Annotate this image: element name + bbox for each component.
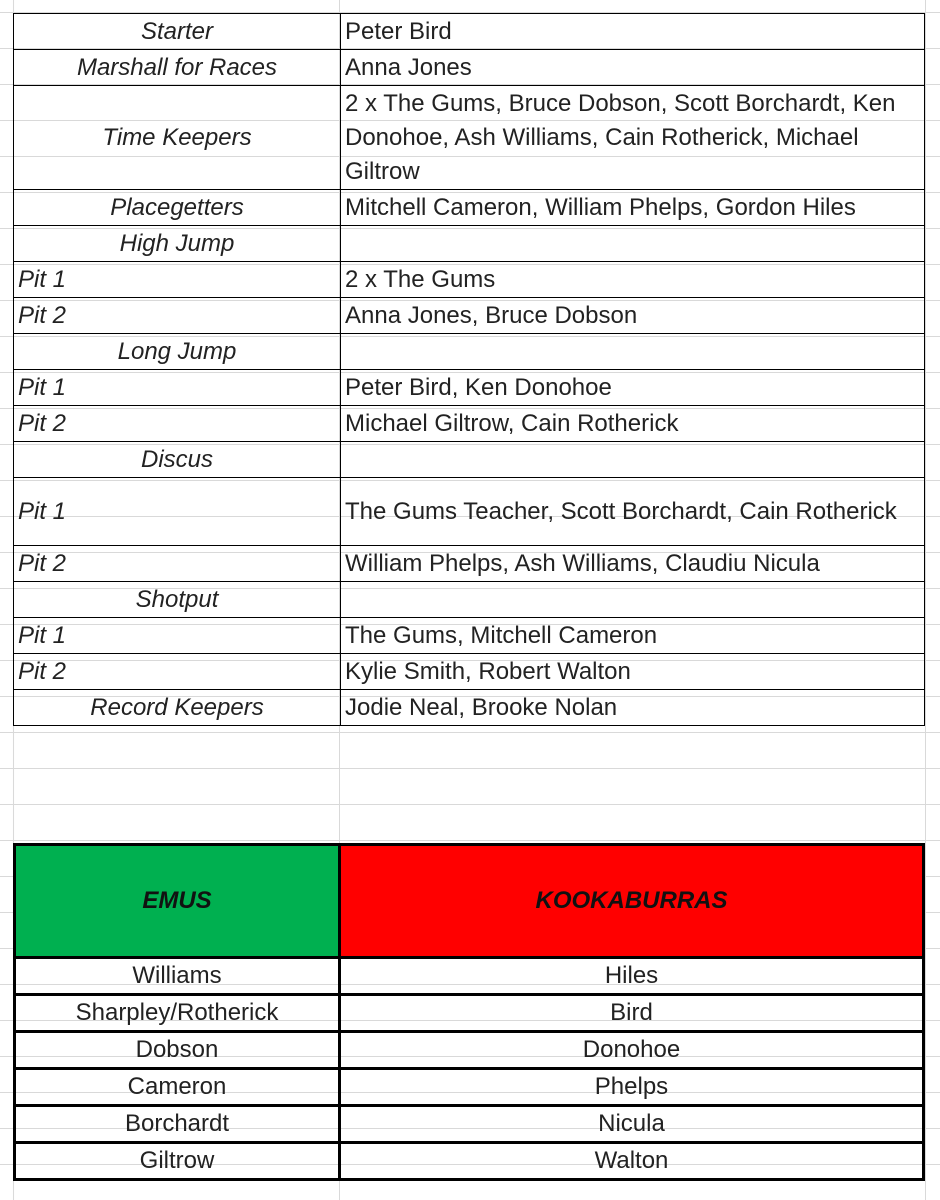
emus-header-cell[interactable]: EMUS bbox=[15, 845, 340, 958]
duty-role-cell[interactable]: Placegetters bbox=[14, 190, 341, 226]
duty-row bbox=[14, 582, 925, 618]
duty-row bbox=[14, 14, 925, 50]
team-row bbox=[15, 1106, 924, 1143]
duty-names-cell[interactable] bbox=[341, 582, 925, 618]
duty-row bbox=[14, 370, 925, 406]
team-row bbox=[15, 995, 924, 1032]
duty-role-cell[interactable]: Pit 1 bbox=[14, 370, 341, 406]
duty-row bbox=[14, 690, 925, 726]
duty-role-cell[interactable]: Long Jump bbox=[14, 334, 341, 370]
duty-role-cell[interactable]: High Jump bbox=[14, 226, 341, 262]
duty-role-cell[interactable]: Pit 2 bbox=[14, 546, 341, 582]
duty-row bbox=[14, 334, 925, 370]
kookaburras-member-cell[interactable]: Donohoe bbox=[340, 1032, 924, 1069]
team-row bbox=[15, 1143, 924, 1180]
duty-names-cell[interactable]: Anna Jones, Bruce Dobson bbox=[341, 298, 925, 334]
kookaburras-member-cell[interactable]: Phelps bbox=[340, 1069, 924, 1106]
duty-names-cell[interactable]: Mitchell Cameron, William Phelps, Gordon Hiles bbox=[341, 190, 925, 226]
team-row bbox=[15, 958, 924, 995]
teams-table-body bbox=[15, 958, 924, 1180]
kookaburras-member-cell[interactable]: Hiles bbox=[340, 958, 924, 995]
emus-member-cell[interactable]: Borchardt bbox=[15, 1106, 340, 1143]
duty-row bbox=[14, 406, 925, 442]
teams-table bbox=[13, 843, 925, 1181]
duty-row bbox=[14, 478, 925, 546]
duty-role-cell[interactable]: Marshall for Races bbox=[14, 50, 341, 86]
duty-names-cell[interactable]: Peter Bird, Ken Donohoe bbox=[341, 370, 925, 406]
duty-role-cell[interactable]: Pit 2 bbox=[14, 654, 341, 690]
duty-names-cell[interactable]: William Phelps, Ash Williams, Claudiu Nicula bbox=[341, 546, 925, 582]
grid-column-line bbox=[925, 0, 926, 1200]
duty-row bbox=[14, 262, 925, 298]
duty-row bbox=[14, 86, 925, 190]
duty-role-cell[interactable]: Time Keepers bbox=[14, 86, 341, 190]
duty-row bbox=[14, 546, 925, 582]
duty-names-cell[interactable]: Anna Jones bbox=[341, 50, 925, 86]
duty-row bbox=[14, 190, 925, 226]
team-row bbox=[15, 1032, 924, 1069]
duty-role-cell[interactable]: Discus bbox=[14, 442, 341, 478]
teams-header-row bbox=[15, 845, 924, 958]
duties-table-body bbox=[14, 14, 925, 726]
duty-names-cell[interactable]: Jodie Neal, Brooke Nolan bbox=[341, 690, 925, 726]
team-row bbox=[15, 1069, 924, 1106]
duty-role-cell[interactable]: Starter bbox=[14, 14, 341, 50]
duty-names-cell[interactable]: Kylie Smith, Robert Walton bbox=[341, 654, 925, 690]
emus-member-cell[interactable]: Dobson bbox=[15, 1032, 340, 1069]
duty-names-cell[interactable]: 2 x The Gums, Bruce Dobson, Scott Borchardt, Ken Donohoe, Ash Williams, Cain Rotherick, Michael Giltrow bbox=[341, 86, 925, 190]
emus-member-cell[interactable]: Giltrow bbox=[15, 1143, 340, 1180]
duty-names-cell[interactable] bbox=[341, 334, 925, 370]
duty-role-cell[interactable]: Pit 2 bbox=[14, 406, 341, 442]
duty-row bbox=[14, 50, 925, 86]
duty-row bbox=[14, 226, 925, 262]
duty-role-cell[interactable]: Pit 1 bbox=[14, 262, 341, 298]
duty-names-cell[interactable] bbox=[341, 226, 925, 262]
emus-member-cell[interactable]: Sharpley/Rotherick bbox=[15, 995, 340, 1032]
duty-role-cell[interactable]: Pit 1 bbox=[14, 478, 341, 546]
kookaburras-member-cell[interactable]: Walton bbox=[340, 1143, 924, 1180]
duty-names-cell[interactable]: The Gums, Mitchell Cameron bbox=[341, 618, 925, 654]
duty-role-cell[interactable]: Shotput bbox=[14, 582, 341, 618]
duty-role-cell[interactable]: Record Keepers bbox=[14, 690, 341, 726]
emus-member-cell[interactable]: Cameron bbox=[15, 1069, 340, 1106]
duty-names-cell[interactable] bbox=[341, 442, 925, 478]
duty-names-cell[interactable]: Michael Giltrow, Cain Rotherick bbox=[341, 406, 925, 442]
duty-role-cell[interactable]: Pit 2 bbox=[14, 298, 341, 334]
duty-role-cell[interactable]: Pit 1 bbox=[14, 618, 341, 654]
kookaburras-member-cell[interactable]: Bird bbox=[340, 995, 924, 1032]
kookaburras-member-cell[interactable]: Nicula bbox=[340, 1106, 924, 1143]
kookaburras-header-cell[interactable]: KOOKABURRAS bbox=[340, 845, 924, 958]
duty-row bbox=[14, 618, 925, 654]
duty-row bbox=[14, 654, 925, 690]
duty-names-cell[interactable]: 2 x The Gums bbox=[341, 262, 925, 298]
duty-names-cell[interactable]: Peter Bird bbox=[341, 14, 925, 50]
emus-member-cell[interactable]: Williams bbox=[15, 958, 340, 995]
duty-names-cell[interactable]: The Gums Teacher, Scott Borchardt, Cain Rotherick bbox=[341, 478, 925, 546]
duty-row bbox=[14, 442, 925, 478]
duty-row bbox=[14, 298, 925, 334]
duties-table bbox=[13, 13, 925, 726]
